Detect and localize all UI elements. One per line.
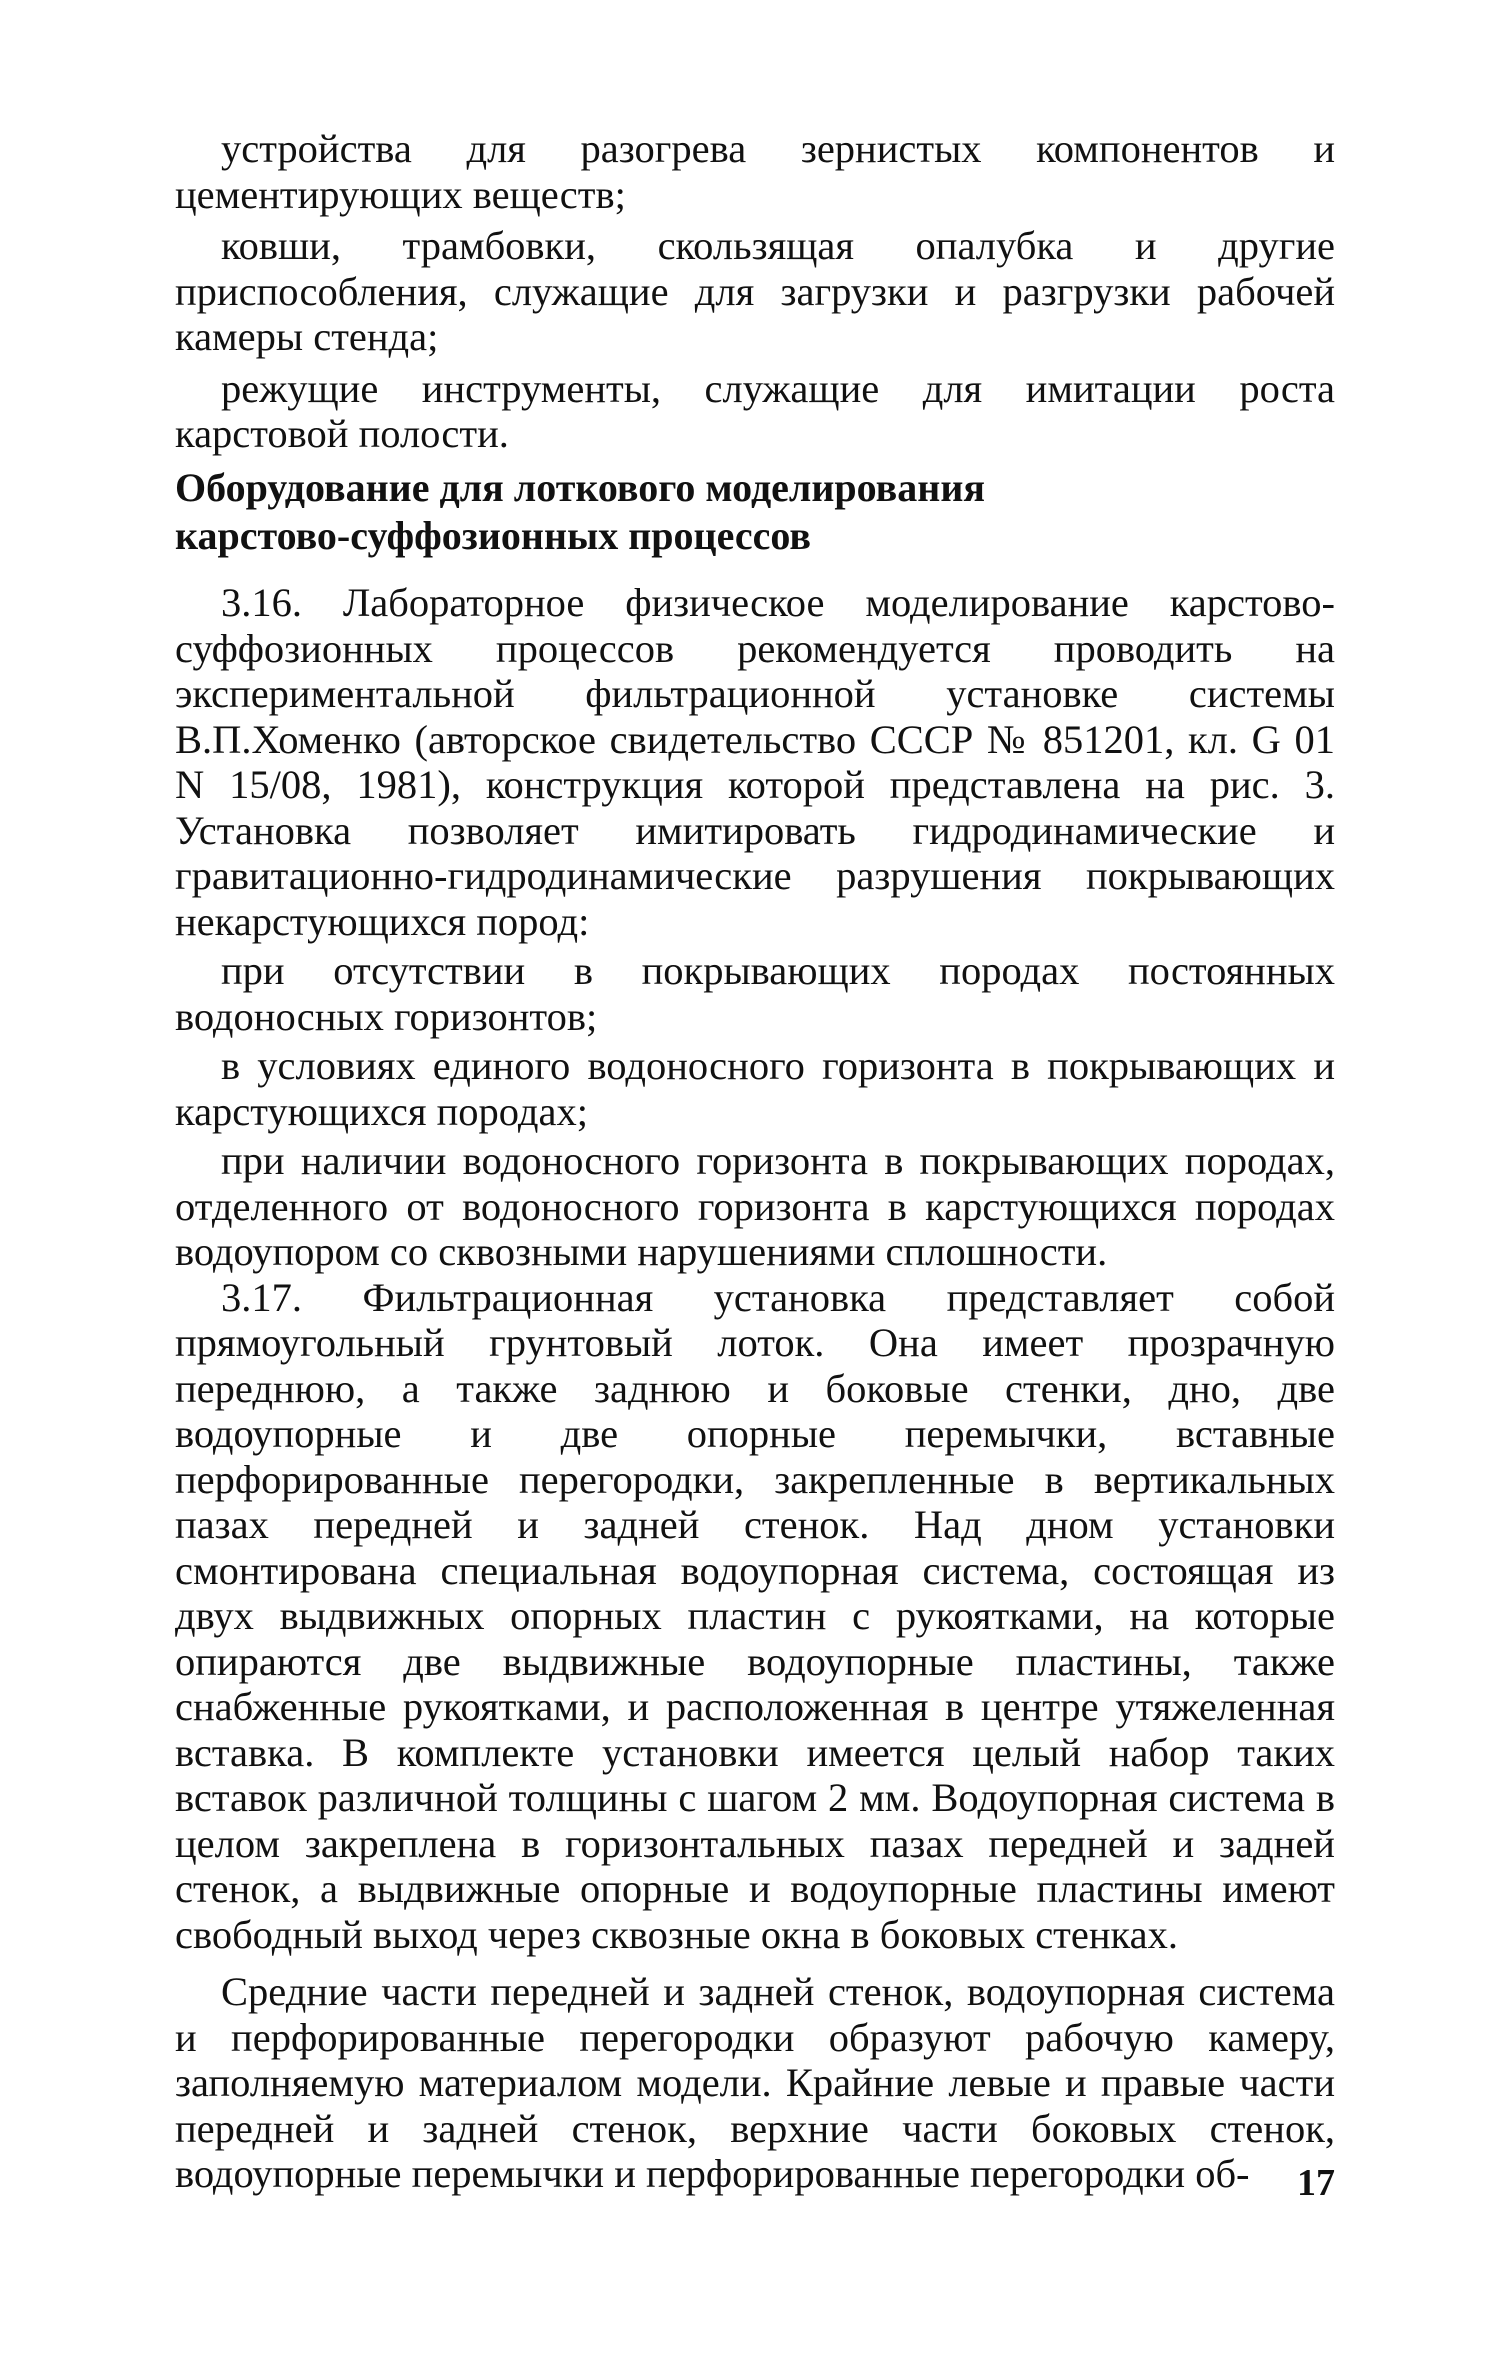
section-heading-line-1: Оборудование для лоткового моделирования bbox=[175, 465, 985, 510]
section-heading bbox=[175, 464, 1335, 560]
main-text-block bbox=[175, 580, 1335, 2197]
paragraph-heating-devices: устройства для разогрева зернистых компонентов и цементирующих веществ; bbox=[175, 126, 1335, 217]
paragraph-case-no-aquifers: при отсутствии в покрывающих породах постоянных водоносных горизонтов; bbox=[175, 948, 1335, 1039]
page-number: 17 bbox=[1297, 2162, 1335, 2204]
paragraph-working-chamber: Средние части передней и задней стенок, водоупорная система и перфорированные перегородки образуют рабочую камеру, заполняемую материалом модели. Крайние левые и правые части передней и задней стенок, верхние части боковых стенок, водоупорные перемычки и перфорированные перегородки об- bbox=[175, 1969, 1335, 2196]
top-text-block bbox=[175, 126, 1335, 457]
paragraph-3-17: 3.17. Фильтрационная установка представляет собой прямоугольный грунтовый лоток. Она имеет прозрачную переднюю, а также заднюю и боковые стенки, дно, две водоупорные и две опорные перемычки, вставные перфорированные перегородки, закрепленные в вертикальных пазах передней и задней стенок. Над дном установки смонтирована специальная водоупорная система, состоящая из двух выдвижных опорных пластин с рукоятками, на которые опираются две выдвижные водоупорные пластины, также снабженные рукоятками, и расположенная в центре утяжеленная вставка. В комплекте установки имеется целый набор таких вставок различной толщины с шагом 2 мм. Водоупорная система в целом закреплена в горизонтальных пазах передней и задней стенок, а выдвижные опорные и водоупорные пластины имеют свободный выход через сквозные окна в боковых стенках. bbox=[175, 1274, 1335, 1957]
section-heading-line-2: карстово-суффозионных процессов bbox=[175, 513, 811, 558]
paragraph-3-16: 3.16. Лабораторное физическое моделирование карстово-суффозионных процессов рекомендуется проводить на экспериментальной фильтрационной установке системы В.П.Хоменко (авторское свидетельство СССР № 851201, кл. G 01 N 15/08, 1981), конструкция которой представлена на рис. 3. Установка позволяет имитировать гидродинамические и гравитационно-гидродинамические разрушения покрывающих некарстующихся пород: bbox=[175, 580, 1335, 944]
paragraph-loading-tools: ковши, трамбовки, скользящая опалубка и другие приспособления, служащие для загрузки и разгрузки рабочей камеры стенда; bbox=[175, 223, 1335, 359]
paragraph-case-separated-aquifer: при наличии водоносного горизонта в покрывающих породах, отделенного от водоносного горизонта в карстующихся породах водоупором со сквозными нарушениями сплошности. bbox=[175, 1138, 1335, 1274]
paragraph-case-single-aquifer: в условиях единого водоносного горизонта в покрывающих и карстующихся породах; bbox=[175, 1043, 1335, 1134]
paragraph-cutting-tools: режущие инструменты, служащие для имитации роста карстовой полости. bbox=[175, 365, 1335, 456]
